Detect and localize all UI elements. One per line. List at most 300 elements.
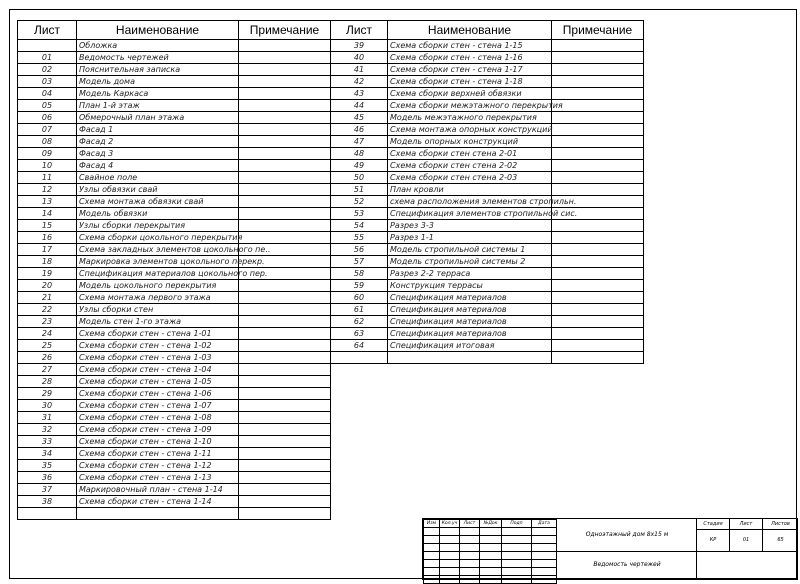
sheet-number: 28 bbox=[18, 376, 77, 388]
table-row bbox=[331, 100, 644, 112]
sheet-title: Схема сборки стен - стена 1-18 bbox=[388, 76, 552, 88]
table-row bbox=[331, 148, 644, 160]
table-row bbox=[18, 352, 331, 364]
sheet-note bbox=[552, 280, 644, 292]
revision-column-label: Изм bbox=[424, 520, 440, 528]
sheet-number: 29 bbox=[18, 388, 77, 400]
table-row bbox=[18, 448, 331, 460]
sheet-label: Лист bbox=[730, 519, 763, 530]
sheet-title: Схема сборки верхней обвязки bbox=[388, 88, 552, 100]
sheet-number bbox=[18, 40, 77, 52]
sheet-note bbox=[239, 40, 331, 52]
sheet-note bbox=[239, 124, 331, 136]
header-sheet: Лист bbox=[331, 21, 388, 40]
sheet-number: 19 bbox=[18, 268, 77, 280]
sheet-note bbox=[552, 220, 644, 232]
sheet-number: 61 bbox=[331, 304, 388, 316]
sheet-title: Схема сборки стен - стена 1-16 bbox=[388, 52, 552, 64]
stage-box bbox=[696, 519, 798, 552]
table-row bbox=[18, 472, 331, 484]
sheet-note bbox=[552, 64, 644, 76]
revision-row bbox=[424, 568, 557, 576]
sheet-number: 46 bbox=[331, 124, 388, 136]
sheet-note bbox=[239, 400, 331, 412]
revision-cell bbox=[460, 536, 480, 544]
table-row bbox=[18, 208, 331, 220]
table-row bbox=[18, 256, 331, 268]
sheet-note bbox=[239, 148, 331, 160]
sheet-title: Ведомость чертежей bbox=[77, 52, 239, 64]
revision-row bbox=[424, 536, 557, 544]
sheet-number: 34 bbox=[18, 448, 77, 460]
sheet-number: 13 bbox=[18, 196, 77, 208]
sheet-number: 16 bbox=[18, 232, 77, 244]
sheet-note bbox=[552, 40, 644, 52]
table-row bbox=[18, 304, 331, 316]
sheet-number: 57 bbox=[331, 256, 388, 268]
revision-column-label: Дата bbox=[532, 520, 557, 528]
sheet-title: Схема сборки стен - стена 1-03 bbox=[77, 352, 239, 364]
sheet-number: 50 bbox=[331, 172, 388, 184]
sheet-number: 21 bbox=[18, 292, 77, 304]
project-title: Одноэтажный дом 8х15 м bbox=[556, 519, 697, 552]
sheet-number: 60 bbox=[331, 292, 388, 304]
table-row bbox=[331, 76, 644, 88]
sheet-title: Схема сборки стен - стена 1-08 bbox=[77, 412, 239, 424]
sheet-number: 20 bbox=[18, 280, 77, 292]
table-row bbox=[18, 112, 331, 124]
sheet-number: 26 bbox=[18, 352, 77, 364]
sheet-number: 11 bbox=[18, 172, 77, 184]
sheet-title: Разрез 3-3 bbox=[388, 220, 552, 232]
revision-row bbox=[424, 560, 557, 568]
sheet-note bbox=[552, 328, 644, 340]
sheet-note bbox=[239, 136, 331, 148]
sheet-title: Маркировочный план - стена 1-14 bbox=[77, 484, 239, 496]
sheet-title: Фасад 3 bbox=[77, 148, 239, 160]
sheet-title: Схема сборки стен - стена 1-11 bbox=[77, 448, 239, 460]
revision-cell bbox=[440, 544, 460, 552]
revision-cell bbox=[480, 568, 502, 576]
title-block bbox=[422, 518, 798, 580]
revision-cell bbox=[502, 568, 532, 576]
revision-cell bbox=[502, 576, 532, 584]
sheet-title: Фасад 1 bbox=[77, 124, 239, 136]
drawing-list-right bbox=[330, 20, 644, 364]
table-row bbox=[18, 196, 331, 208]
sheet-number: 58 bbox=[331, 268, 388, 280]
sheet-title: Разрез 2-2 терраса bbox=[388, 268, 552, 280]
sheet-title: Модель опорных конструкций bbox=[388, 136, 552, 148]
sheet-note bbox=[239, 112, 331, 124]
sheet-number: 55 bbox=[331, 232, 388, 244]
sheet-number: 17 bbox=[18, 244, 77, 256]
table-row bbox=[18, 136, 331, 148]
sheets-value: 65 bbox=[777, 537, 784, 543]
revision-cell bbox=[480, 560, 502, 568]
revision-cell bbox=[460, 552, 480, 560]
sheet-note bbox=[552, 136, 644, 148]
table-row bbox=[18, 424, 331, 436]
table-row bbox=[331, 292, 644, 304]
sheet-number: 30 bbox=[18, 400, 77, 412]
sheet-number: 31 bbox=[18, 412, 77, 424]
sheet-number: 53 bbox=[331, 208, 388, 220]
revision-cell bbox=[440, 568, 460, 576]
sheets-label: Листов bbox=[763, 519, 798, 530]
sheet-number: 07 bbox=[18, 124, 77, 136]
table-row bbox=[18, 400, 331, 412]
sheet-title: Схема сборки стен - стена 1-04 bbox=[77, 364, 239, 376]
sheet-number: 25 bbox=[18, 340, 77, 352]
sheet-title: Пояснительная записка bbox=[77, 64, 239, 76]
sheet-title: Маркировка элементов цокольного перекр. bbox=[77, 256, 239, 268]
sheet-title: Спецификация итоговая bbox=[388, 340, 552, 352]
table-row bbox=[18, 496, 331, 508]
sheet-note bbox=[239, 208, 331, 220]
sheet-note bbox=[239, 424, 331, 436]
stage-label: Стадия bbox=[697, 519, 730, 530]
sheet-number: 37 bbox=[18, 484, 77, 496]
revision-cell bbox=[532, 528, 557, 536]
sheet-note bbox=[239, 412, 331, 424]
sheet-title: Схема монтажа первого этажа bbox=[77, 292, 239, 304]
sheet-note bbox=[239, 280, 331, 292]
sheet-number: 56 bbox=[331, 244, 388, 256]
table-row bbox=[18, 328, 331, 340]
revision-cell bbox=[480, 576, 502, 584]
sheet-number: 42 bbox=[331, 76, 388, 88]
sheet-number: 54 bbox=[331, 220, 388, 232]
sheet-note bbox=[239, 184, 331, 196]
sheet-title: План 1-й этаж bbox=[77, 100, 239, 112]
table-row bbox=[18, 160, 331, 172]
table-row bbox=[331, 136, 644, 148]
revision-row bbox=[424, 576, 557, 584]
revision-column-label: Подп bbox=[502, 520, 532, 528]
sheet-note bbox=[552, 304, 644, 316]
sheet-title: Модель Каркаса bbox=[77, 88, 239, 100]
revision-cell bbox=[502, 528, 532, 536]
header-note: Примечание bbox=[239, 21, 331, 40]
table-row bbox=[18, 484, 331, 496]
sheet-number: 23 bbox=[18, 316, 77, 328]
table-row bbox=[331, 256, 644, 268]
revision-row bbox=[424, 544, 557, 552]
table-row bbox=[18, 124, 331, 136]
sheet-note bbox=[239, 76, 331, 88]
revision-cell bbox=[532, 536, 557, 544]
sheet-note bbox=[552, 244, 644, 256]
sheet-note bbox=[239, 88, 331, 100]
sheet-number: 59 bbox=[331, 280, 388, 292]
table-row bbox=[331, 268, 644, 280]
sheet-title: Обмерочный план этажа bbox=[77, 112, 239, 124]
sheet-title: Схема монтажа опорных конструкций bbox=[388, 124, 552, 136]
revision-cell bbox=[424, 552, 440, 560]
table-row bbox=[18, 148, 331, 160]
sheet-title: Модель межэтажного перекрытия bbox=[388, 112, 552, 124]
drawing-list-left bbox=[17, 20, 331, 520]
sheet-note bbox=[239, 448, 331, 460]
table-row bbox=[331, 352, 644, 364]
sheet-title: Фасад 4 bbox=[77, 160, 239, 172]
sheet-title: Схема сборки стен - стена 1-15 bbox=[388, 40, 552, 52]
sheet-title: Схема сборки стен стена 2-02 bbox=[388, 160, 552, 172]
sheet-title: Спецификация материалов bbox=[388, 316, 552, 328]
sheet-number: 24 bbox=[18, 328, 77, 340]
sheet-number: 47 bbox=[331, 136, 388, 148]
sheet-note bbox=[239, 316, 331, 328]
sheet-title: Узлы сборки стен bbox=[77, 304, 239, 316]
sheet-note bbox=[552, 112, 644, 124]
sheet-number: 49 bbox=[331, 160, 388, 172]
table-row bbox=[18, 268, 331, 280]
sheet-note bbox=[552, 352, 644, 364]
sheet-note bbox=[552, 100, 644, 112]
sheet-name: Ведомость чертежей bbox=[556, 551, 697, 579]
revision-cell bbox=[480, 544, 502, 552]
sheet-title: Схема сборки стен - стена 1-17 bbox=[388, 64, 552, 76]
sheet-note bbox=[552, 172, 644, 184]
table-row bbox=[18, 100, 331, 112]
revision-grid bbox=[423, 519, 557, 584]
table-row bbox=[331, 124, 644, 136]
sheet-number: 43 bbox=[331, 88, 388, 100]
sheet-note bbox=[239, 388, 331, 400]
table-row bbox=[18, 40, 331, 52]
table-row bbox=[18, 244, 331, 256]
table-row bbox=[331, 220, 644, 232]
table-row bbox=[331, 160, 644, 172]
table-row bbox=[18, 88, 331, 100]
sheet-title: Схема сборки стен - стена 1-10 bbox=[77, 436, 239, 448]
sheet-note bbox=[552, 316, 644, 328]
sheet-note bbox=[552, 52, 644, 64]
sheet-note bbox=[552, 160, 644, 172]
sheet-number: 38 bbox=[18, 496, 77, 508]
table-row bbox=[331, 88, 644, 100]
sheet-title: Схема сборки стен - стена 1-13 bbox=[77, 472, 239, 484]
sheet-note bbox=[552, 76, 644, 88]
sheet-note bbox=[239, 292, 331, 304]
sheet-note bbox=[239, 364, 331, 376]
table-row bbox=[18, 184, 331, 196]
sheet-number: 44 bbox=[331, 100, 388, 112]
sheet-title: Спецификация материалов bbox=[388, 328, 552, 340]
table-row bbox=[18, 52, 331, 64]
sheet-number: 40 bbox=[331, 52, 388, 64]
sheet-note bbox=[552, 340, 644, 352]
sheet-note bbox=[239, 472, 331, 484]
sheet-number: 14 bbox=[18, 208, 77, 220]
revision-cell bbox=[424, 560, 440, 568]
table-row bbox=[18, 64, 331, 76]
table-row bbox=[18, 340, 331, 352]
table-row bbox=[331, 328, 644, 340]
header-note: Примечание bbox=[552, 21, 644, 40]
sheet-number bbox=[331, 352, 388, 364]
sheet-number: 35 bbox=[18, 460, 77, 472]
sheet-note bbox=[239, 484, 331, 496]
revision-cell bbox=[440, 552, 460, 560]
sheet-number: 03 bbox=[18, 76, 77, 88]
sheet-number: 41 bbox=[331, 64, 388, 76]
sheet-title: Схема сборки стен - стена 1-06 bbox=[77, 388, 239, 400]
table-row bbox=[18, 460, 331, 472]
sheet-title: Разрез 1-1 bbox=[388, 232, 552, 244]
sheet-note bbox=[239, 64, 331, 76]
revision-cell bbox=[424, 576, 440, 584]
sheet-note bbox=[552, 88, 644, 100]
revision-row bbox=[424, 520, 557, 528]
sheet-note bbox=[552, 256, 644, 268]
table-row bbox=[18, 364, 331, 376]
header-row bbox=[331, 21, 644, 40]
table-row bbox=[331, 316, 644, 328]
table-row bbox=[331, 172, 644, 184]
sheet-note bbox=[239, 196, 331, 208]
sheet-title: Модель дома bbox=[77, 76, 239, 88]
revision-cell bbox=[424, 528, 440, 536]
sheet-number: 32 bbox=[18, 424, 77, 436]
table-row bbox=[331, 340, 644, 352]
header-name: Наименование bbox=[388, 21, 552, 40]
sheet-note bbox=[239, 436, 331, 448]
sheet-number: 15 bbox=[18, 220, 77, 232]
revision-row bbox=[424, 552, 557, 560]
sheet-number: 48 bbox=[331, 148, 388, 160]
sheet-note bbox=[239, 100, 331, 112]
sheet-note bbox=[239, 220, 331, 232]
sheet-number: 10 bbox=[18, 160, 77, 172]
stage-value: КР bbox=[697, 530, 730, 551]
table-row bbox=[18, 280, 331, 292]
sheet-note bbox=[239, 52, 331, 64]
sheet-note bbox=[239, 376, 331, 388]
revision-cell bbox=[502, 552, 532, 560]
table-row bbox=[331, 196, 644, 208]
sheet-number: 45 bbox=[331, 112, 388, 124]
sheet-number: 39 bbox=[331, 40, 388, 52]
sheet-title: Схема сборки стен - стена 1-07 bbox=[77, 400, 239, 412]
sheet-note bbox=[552, 268, 644, 280]
sheet-title: Модель стропильной системы 1 bbox=[388, 244, 552, 256]
table-row bbox=[18, 508, 331, 520]
sheet-title: Схема сборки стен - стена 1-01 bbox=[77, 328, 239, 340]
sheet-title: Схема сборки стен - стена 1-14 bbox=[77, 496, 239, 508]
table-row bbox=[331, 52, 644, 64]
sheet-title: Схема сборки межэтажного перекрытия bbox=[388, 100, 552, 112]
sheet-number bbox=[18, 508, 77, 520]
sheet-title: Схема закладных элементов цокольного пе.. bbox=[77, 244, 239, 256]
revision-cell bbox=[532, 576, 557, 584]
table-row bbox=[18, 292, 331, 304]
table-row bbox=[18, 172, 331, 184]
revision-row bbox=[424, 528, 557, 536]
sheet-title: Свайное поле bbox=[77, 172, 239, 184]
revision-cell bbox=[424, 568, 440, 576]
revision-cell bbox=[440, 576, 460, 584]
table-row bbox=[18, 76, 331, 88]
table-row bbox=[331, 208, 644, 220]
revision-cell bbox=[440, 528, 460, 536]
sheet-number: 06 bbox=[18, 112, 77, 124]
sheet-number: 64 bbox=[331, 340, 388, 352]
table-row bbox=[331, 64, 644, 76]
table-row bbox=[331, 244, 644, 256]
table-row bbox=[18, 376, 331, 388]
revision-cell bbox=[460, 560, 480, 568]
table-row bbox=[331, 112, 644, 124]
revision-cell bbox=[480, 552, 502, 560]
sheet-number: 51 bbox=[331, 184, 388, 196]
sheet-note bbox=[552, 148, 644, 160]
table-row bbox=[18, 232, 331, 244]
sheet-note bbox=[239, 352, 331, 364]
sheet-title: Модель обвязки bbox=[77, 208, 239, 220]
sheet-title: схема расположения элементов стропильн. bbox=[388, 196, 552, 208]
sheet-note bbox=[239, 328, 331, 340]
sheet-title: Спецификация материалов bbox=[388, 292, 552, 304]
sheet-title: Узлы обвязки свай bbox=[77, 184, 239, 196]
sheet-note bbox=[239, 304, 331, 316]
revision-cell bbox=[480, 536, 502, 544]
revision-column-label: Кол.уч bbox=[440, 520, 460, 528]
sheet-number: 18 bbox=[18, 256, 77, 268]
sheet-title: Обложка bbox=[77, 40, 239, 52]
sheet-number: 02 bbox=[18, 64, 77, 76]
table-row bbox=[331, 232, 644, 244]
sheet-number: 27 bbox=[18, 364, 77, 376]
sheet-note bbox=[552, 292, 644, 304]
sheet-number: 04 bbox=[18, 88, 77, 100]
revision-cell bbox=[424, 536, 440, 544]
sheet-title: План кровли bbox=[388, 184, 552, 196]
revision-cell bbox=[460, 568, 480, 576]
revision-cell bbox=[440, 536, 460, 544]
revision-column-label: Лист bbox=[460, 520, 480, 528]
header-sheet: Лист bbox=[18, 21, 77, 40]
revision-cell bbox=[532, 544, 557, 552]
table-row bbox=[18, 316, 331, 328]
table-row bbox=[331, 280, 644, 292]
sheet-number: 63 bbox=[331, 328, 388, 340]
table-row bbox=[18, 220, 331, 232]
org-box bbox=[696, 551, 798, 579]
sheet-note bbox=[239, 160, 331, 172]
revision-cell bbox=[460, 544, 480, 552]
revision-cell bbox=[532, 568, 557, 576]
sheet-value: 01 bbox=[730, 530, 763, 551]
sheet-note bbox=[239, 340, 331, 352]
table-row bbox=[18, 412, 331, 424]
sheet-title bbox=[388, 352, 552, 364]
sheet-number: 22 bbox=[18, 304, 77, 316]
sheet-number: 62 bbox=[331, 316, 388, 328]
revision-cell bbox=[532, 552, 557, 560]
sheet-title: Спецификация элементов стропильной сис. bbox=[388, 208, 552, 220]
revision-cell bbox=[424, 544, 440, 552]
sheet-note bbox=[239, 496, 331, 508]
sheet-title: Спецификация материалов bbox=[388, 304, 552, 316]
sheet-title: Схема сборки стен - стена 1-02 bbox=[77, 340, 239, 352]
sheet-note bbox=[239, 460, 331, 472]
sheet-number: 05 bbox=[18, 100, 77, 112]
sheet-number: 36 bbox=[18, 472, 77, 484]
sheet-number: 08 bbox=[18, 136, 77, 148]
sheet-note bbox=[552, 124, 644, 136]
